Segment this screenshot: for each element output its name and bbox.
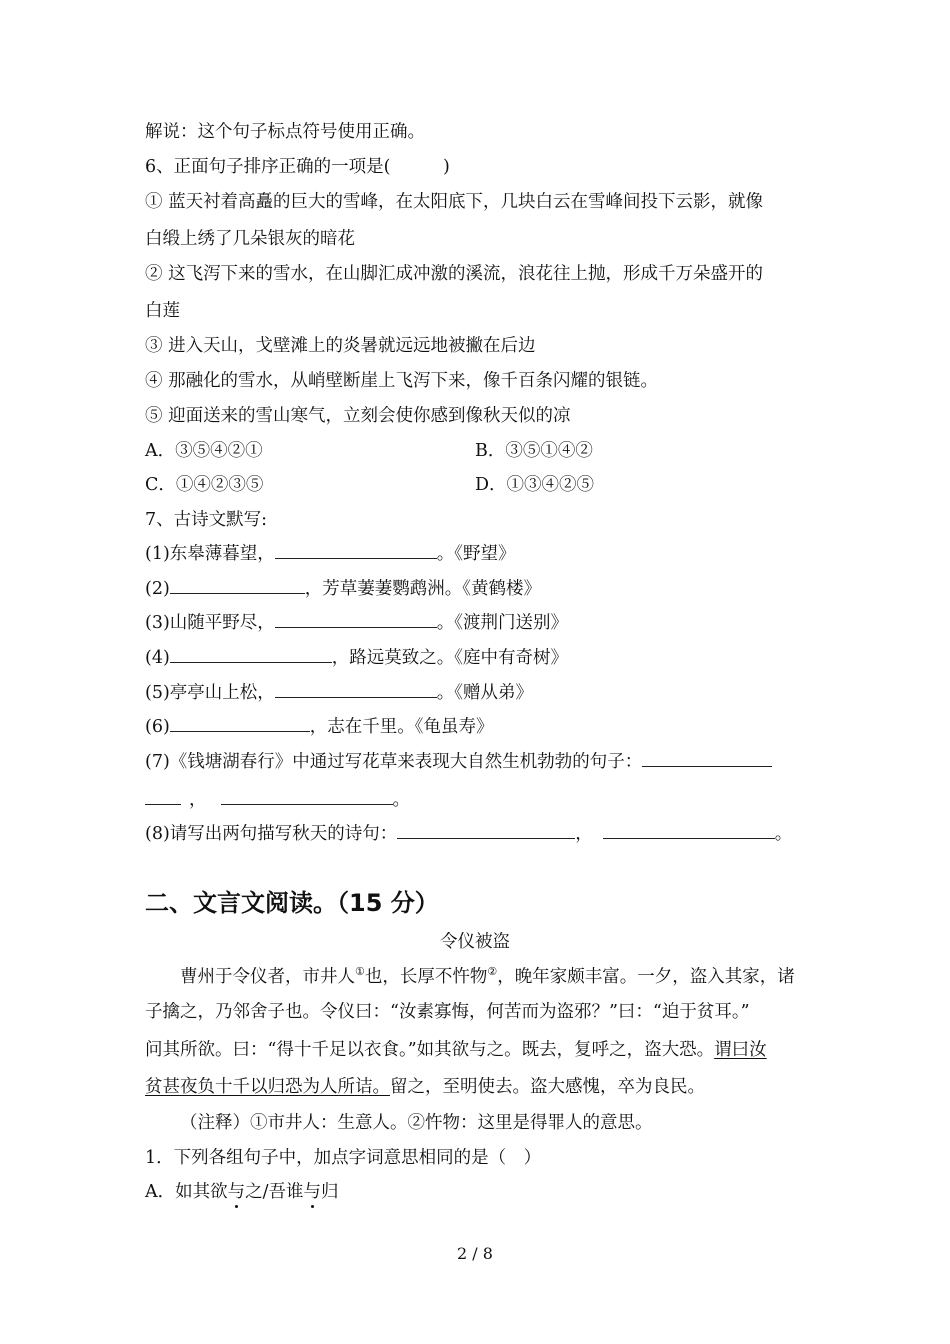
q6-sentence-3: ③ 进入天山，戈壁滩上的炎暑就远远地被撇在后边	[145, 336, 536, 356]
q7-line-5	[145, 681, 533, 705]
q6-sentence-2a: ② 这飞泻下来的雪水，在山脚汇成冲激的溪流，浪花往上抛，形成千万朵盛开的	[145, 264, 764, 284]
q6-sentence-5: ⑤ 迎面送来的雪山寒气，立刻会使你感到像秋天似的凉	[145, 406, 571, 426]
answer-blank[interactable]	[275, 611, 437, 628]
q7-line-6-suffix: ，志在千里。《龟虽寿》	[309, 717, 494, 737]
answer-blank[interactable]	[221, 788, 393, 805]
annotation-note: （注释）①市井人：生意人。②忤物：这里是得罪人的意思。	[180, 1113, 653, 1133]
section-heading: 二、文言文阅读。（15 分）	[145, 889, 439, 917]
q7-line-2-prefix: (2)	[145, 579, 170, 599]
answer-blank[interactable]	[397, 822, 575, 839]
q7-line-4-suffix: ，路远莫致之。《庭中有奇树》	[331, 648, 569, 668]
option-text: 之/吾谁	[245, 1182, 304, 1202]
answer-blank[interactable]	[170, 577, 305, 594]
passage-line-2: 子擒之，乃邻舍子也。令仪曰：“汝素寡悔，何苦而为盗邪？”曰：“迫于贫耳。”	[145, 1002, 750, 1022]
q7-line-1-suffix: 。《野望》	[436, 544, 516, 564]
q7-line-4	[145, 646, 568, 670]
q6-option-b: B．③⑤①④②	[475, 441, 593, 461]
subquestion-1: 1．下列各组句子中，加点字词意思相同的是（ ）	[145, 1148, 542, 1168]
emphasis-dot-char: 与	[303, 1182, 322, 1202]
passage-line-3	[145, 1038, 767, 1062]
q6-option-a: A．③⑤④②①	[145, 441, 263, 461]
footnote-marker: ①	[355, 965, 365, 979]
q6-sentence-2b: 白莲	[145, 301, 180, 321]
q7-line-7	[145, 750, 772, 774]
passage-text: 也，长厚不忤物	[364, 967, 488, 987]
passage-title: 令仪被盗	[440, 932, 510, 952]
answer-blank[interactable]	[275, 542, 437, 559]
passage-text: ，晚年家颇丰富。一夕，盗入其家，诸	[497, 967, 795, 987]
passage-line-1	[180, 965, 795, 989]
q6-stem: 6、正面句子排序正确的一项是( )	[145, 157, 450, 177]
q7-line-4-prefix: (4)	[145, 648, 170, 668]
subquestion-1-option-a	[145, 1180, 339, 1204]
q7-line-2-suffix: ，芳草萋萋鹦鹉洲。《黄鹤楼》	[304, 579, 542, 599]
q6-option-c: C．①④②③⑤	[145, 475, 264, 495]
explanation-line: 解说：这个句子标点符号使用正确。	[145, 122, 425, 142]
page-number: 2 / 8	[457, 1244, 493, 1263]
passage-text: 留之，至明使去。盗大感愧，卒为良民。	[390, 1077, 705, 1097]
option-text: 归	[321, 1182, 339, 1202]
answer-blank[interactable]	[275, 681, 437, 698]
q7-line-2	[145, 577, 541, 601]
underlined-sentence: 谓曰汝	[714, 1040, 767, 1060]
q7-line-8-prefix: (8)请写出两句描写秋天的诗句：	[145, 824, 398, 844]
q7-stem: 7、古诗文默写:	[145, 510, 268, 530]
answer-blank[interactable]	[642, 750, 772, 767]
q7-line-3-suffix: 。《渡荆门送别》	[436, 613, 569, 633]
q7-line-1-prefix: (1)东皋薄暮望，	[145, 544, 275, 564]
q6-option-d: D．①③④②⑤	[475, 475, 595, 495]
footnote-marker: ②	[487, 965, 498, 979]
q7-line-6	[145, 715, 494, 739]
q6-sentence-4: ④ 那融化的雪水，从峭壁断崖上飞泻下来，像千百条闪耀的银链。	[145, 371, 659, 391]
passage-text: 问其所欲。曰：“得十千足以衣食。”如其欲与之。既去，复呼之，盗大恐。	[145, 1040, 715, 1060]
underlined-sentence: 贫甚夜负十千以归恐为人所诘。	[145, 1077, 390, 1097]
q7-line-6-prefix: (6)	[145, 717, 170, 737]
answer-blank[interactable]	[145, 788, 181, 805]
q7-line-7-prefix: (7)《钱塘湖春行》中通过写花草来表现大自然生机勃勃的句子：	[145, 752, 643, 772]
q7-line-8-end: 。	[774, 824, 793, 844]
q7-line-5-prefix: (5)亭亭山上松，	[145, 683, 275, 703]
q7-line-1	[145, 542, 516, 566]
q6-sentence-1b: 白缎上绣了几朵银灰的暗花	[145, 229, 355, 249]
q7-line-7-end: 。	[392, 790, 410, 810]
q6-sentence-1a: ① 蓝天衬着高矗的巨大的雪峰，在太阳底下，几块白云在雪峰间投下云影，就像	[145, 192, 764, 212]
emphasis-dot-char: 与	[227, 1182, 246, 1202]
passage-line-4	[145, 1075, 705, 1099]
option-text: A．如其欲	[145, 1182, 228, 1202]
q7-line-3-prefix: (3)山随平野尽，	[145, 613, 275, 633]
answer-blank[interactable]	[603, 822, 775, 839]
q7-line-8-comma: ，	[575, 824, 593, 844]
q7-line-7-cont	[145, 788, 410, 812]
answer-blank[interactable]	[170, 646, 332, 663]
answer-blank[interactable]	[170, 715, 310, 732]
q7-line-7-comma: ，	[189, 790, 207, 810]
q7-line-8	[145, 822, 792, 846]
q7-line-3	[145, 611, 568, 635]
q7-line-5-suffix: 。《赠从弟》	[436, 683, 534, 703]
passage-text: 曹州于令仪者，市井人	[180, 967, 355, 987]
